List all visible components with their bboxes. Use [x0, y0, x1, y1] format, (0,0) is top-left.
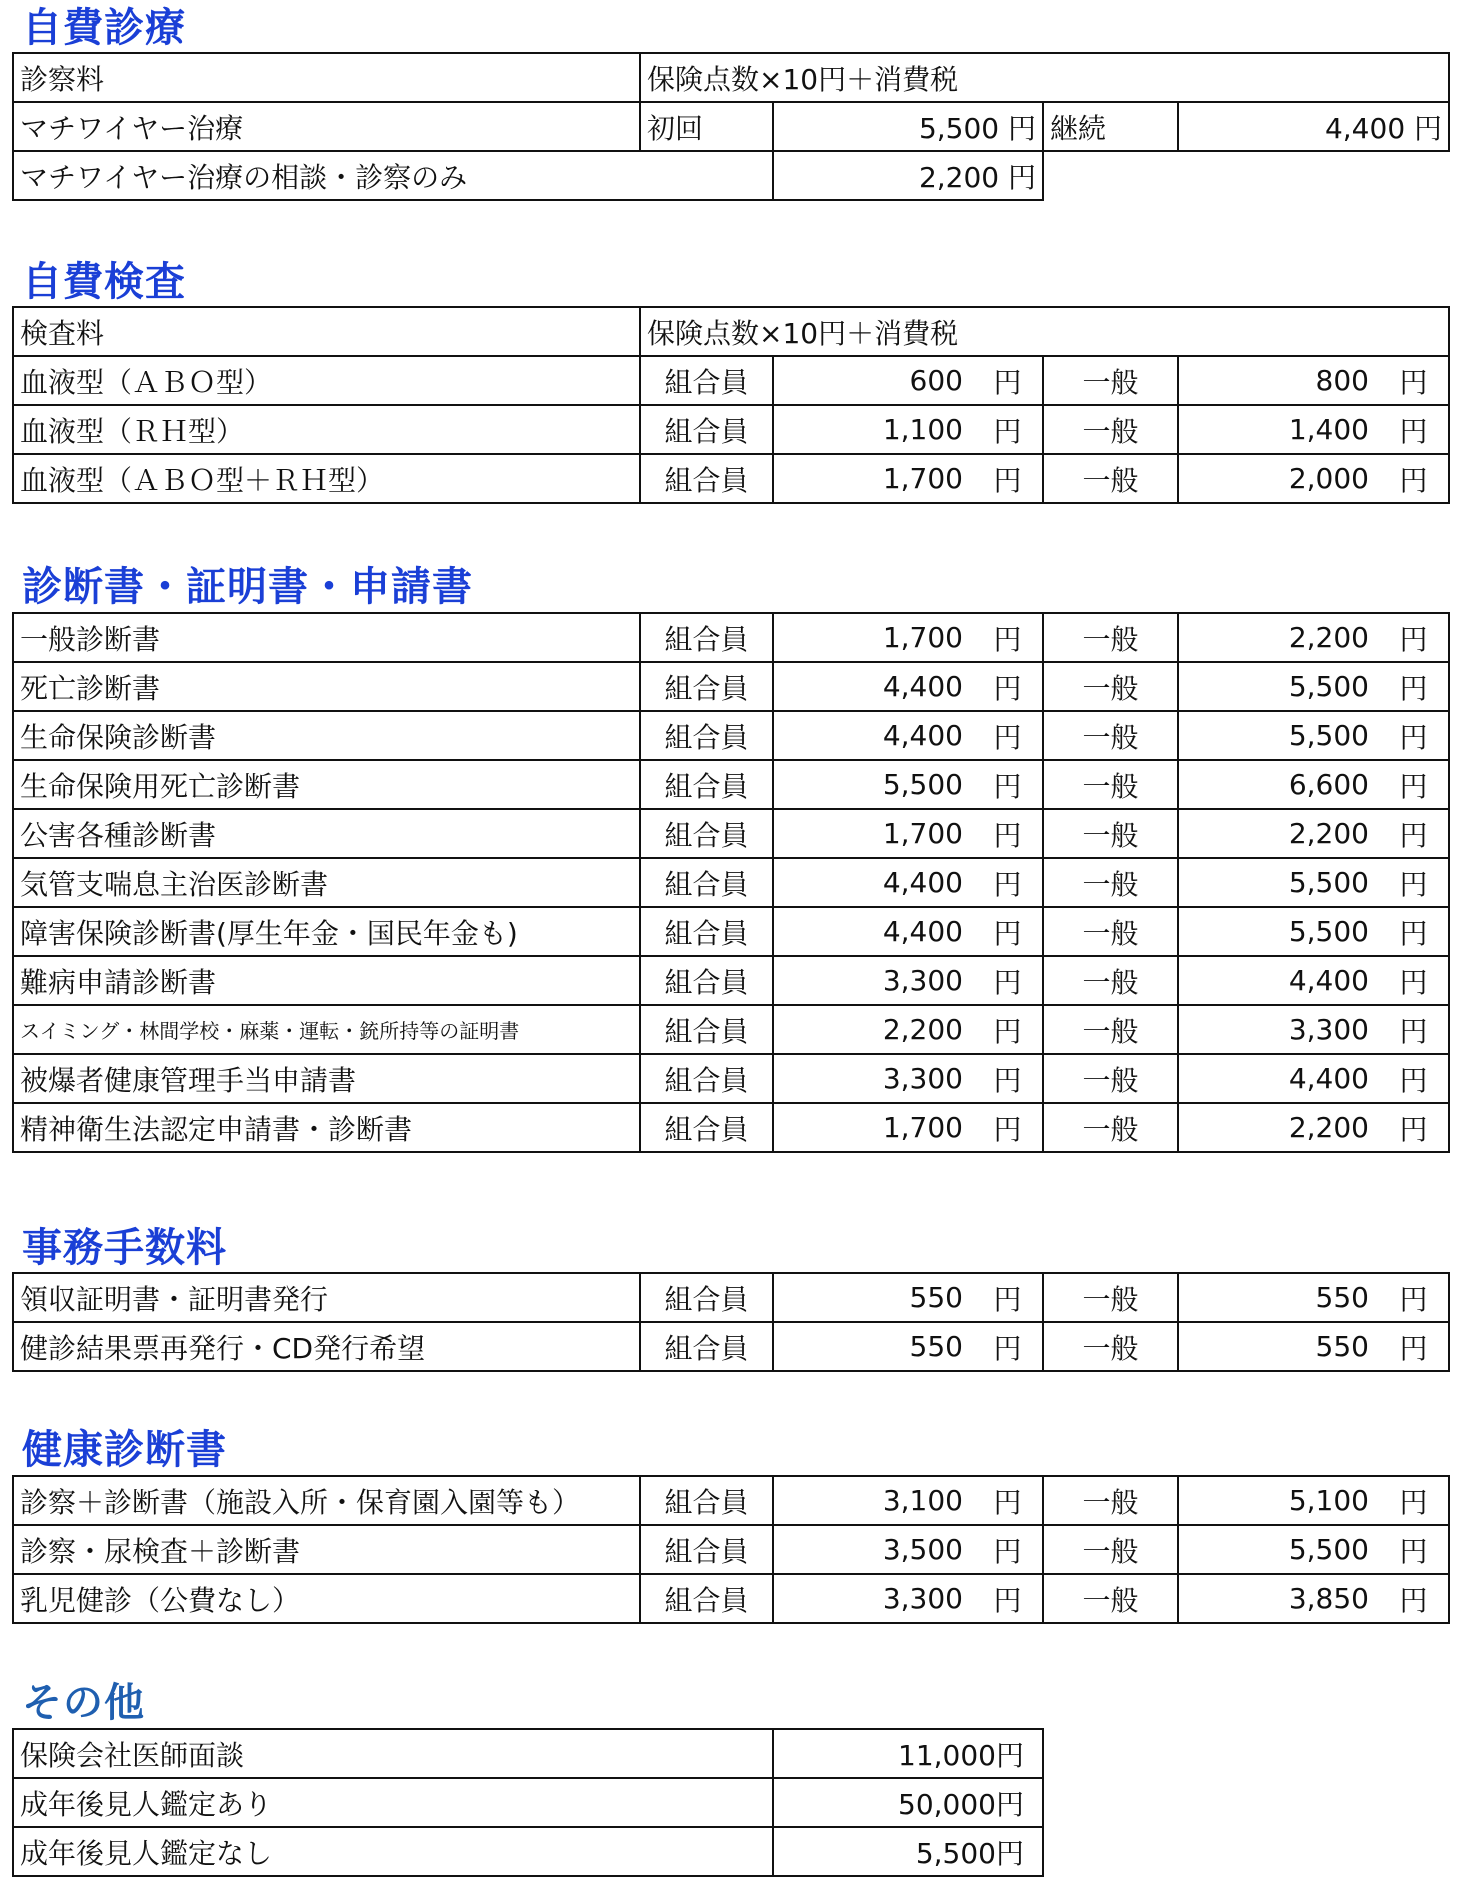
yen-unit: 円: [973, 1273, 1043, 1322]
member-amount: 4,400: [773, 711, 973, 760]
fee-name: 領収証明書・証明書発行: [13, 1273, 640, 1322]
table-row: [13, 809, 1449, 858]
member-amount: 1,700: [773, 1103, 973, 1152]
table-row: [13, 1054, 1449, 1103]
general-label: 一般: [1043, 1525, 1178, 1574]
fee-name: 生命保険診断書: [13, 711, 640, 760]
member-amount: 3,500: [773, 1525, 973, 1574]
member-amount: 3,100: [773, 1476, 973, 1525]
member-amount: 550: [773, 1273, 973, 1322]
fee-name: 検査料: [13, 307, 640, 356]
member-amount: 3,300: [773, 1054, 973, 1103]
member-label: 組合員: [640, 662, 773, 711]
general-label: 一般: [1043, 907, 1178, 956]
general-amount: 4,400: [1178, 956, 1379, 1005]
general-amount: 5,500: [1178, 858, 1379, 907]
table-row: [13, 102, 1449, 151]
yen-unit: 円: [1379, 858, 1449, 907]
first-visit-label: 初回: [640, 102, 773, 151]
fee-name: 難病申請診断書: [13, 956, 640, 1005]
yen-unit: 円: [1379, 662, 1449, 711]
section-title-certificates: 診断書・証明書・申請書: [22, 564, 473, 610]
member-amount: 600: [773, 356, 973, 405]
fee-name: 精神衛生法認定申請書・診断書: [13, 1103, 640, 1152]
general-amount: 5,500: [1178, 907, 1379, 956]
fee-name: 公害各種診断書: [13, 809, 640, 858]
general-label: 一般: [1043, 711, 1178, 760]
fee-name: 一般診断書: [13, 613, 640, 662]
table-row: [13, 1476, 1449, 1525]
general-label: 一般: [1043, 1574, 1178, 1623]
yen-unit: 円: [1379, 760, 1449, 809]
yen-unit: 円: [973, 662, 1043, 711]
member-amount: 1,700: [773, 454, 973, 503]
yen-unit: 円: [973, 1054, 1043, 1103]
table-certificates: [12, 612, 1450, 1153]
general-amount: 2,200: [1178, 613, 1379, 662]
fee-name: マチワイヤー治療の相談・診察のみ: [13, 151, 773, 200]
table-office-fees: [12, 1272, 1450, 1372]
table-self-pay-treatment: [12, 52, 1450, 201]
member-label: 組合員: [640, 1054, 773, 1103]
section-title-health-certificates: 健康診断書: [22, 1427, 227, 1473]
table-self-pay-tests: [12, 306, 1450, 504]
general-amount: 1,400: [1178, 405, 1379, 454]
yen-unit: 円: [973, 356, 1043, 405]
yen-unit: 円: [973, 1005, 1043, 1054]
fee-name: 障害保険診断書(厚生年金・国民年金も): [13, 907, 640, 956]
member-amount: 3,300: [773, 1574, 973, 1623]
general-amount: 3,850: [1178, 1574, 1379, 1623]
member-amount: 4,400: [773, 662, 973, 711]
yen-unit: 円: [973, 858, 1043, 907]
general-label: 一般: [1043, 1054, 1178, 1103]
general-label: 一般: [1043, 1476, 1178, 1525]
yen-unit: 円: [1379, 613, 1449, 662]
table-row: [13, 907, 1449, 956]
fee-price: 保険点数×10円＋消費税: [640, 307, 1449, 356]
member-label: 組合員: [640, 809, 773, 858]
general-amount: 800: [1178, 356, 1379, 405]
fee-name: 生命保険用死亡診断書: [13, 760, 640, 809]
member-label: 組合員: [640, 711, 773, 760]
general-amount: 2,200: [1178, 809, 1379, 858]
general-label: 一般: [1043, 454, 1178, 503]
fee-amount: 11,000円: [773, 1729, 1043, 1778]
general-amount: 5,500: [1178, 1525, 1379, 1574]
general-label: 一般: [1043, 760, 1178, 809]
yen-unit: 円: [973, 711, 1043, 760]
yen-unit: 円: [973, 956, 1043, 1005]
yen-unit: 円: [1379, 1322, 1449, 1371]
fee-amount: 5,500円: [773, 1827, 1043, 1876]
table-row: [13, 1103, 1449, 1152]
yen-unit: 円: [973, 1476, 1043, 1525]
table-row: [13, 1525, 1449, 1574]
general-amount: 5,500: [1178, 711, 1379, 760]
fee-name: 被爆者健康管理手当申請書: [13, 1054, 640, 1103]
general-label: 一般: [1043, 1322, 1178, 1371]
section-title-office-fees: 事務手数料: [22, 1225, 227, 1271]
fee-name: 診察・尿検査＋診断書: [13, 1525, 640, 1574]
member-label: 組合員: [640, 1476, 773, 1525]
yen-unit: 円: [1379, 809, 1449, 858]
member-label: 組合員: [640, 454, 773, 503]
table-row: [13, 1778, 1043, 1827]
table-row: [13, 1273, 1449, 1322]
table-row: [13, 858, 1449, 907]
yen-unit: 円: [1379, 1273, 1449, 1322]
fee-name: 血液型（ＲＨ型）: [13, 405, 640, 454]
fee-name: 診察料: [13, 53, 640, 102]
fee-name: 保険会社医師面談: [13, 1729, 773, 1778]
fee-name: 気管支喘息主治医診断書: [13, 858, 640, 907]
general-label: 一般: [1043, 809, 1178, 858]
member-label: 組合員: [640, 858, 773, 907]
yen-unit: 円: [973, 809, 1043, 858]
yen-unit: 円: [1379, 1525, 1449, 1574]
table-row: [13, 1322, 1449, 1371]
fee-name: 成年後見人鑑定なし: [13, 1827, 773, 1876]
general-label: 一般: [1043, 356, 1178, 405]
yen-unit: 円: [973, 1103, 1043, 1152]
table-health-certificates: [12, 1475, 1450, 1624]
general-amount: 2,200: [1178, 1103, 1379, 1152]
yen-unit: 円: [973, 1574, 1043, 1623]
fee-name: 血液型（ＡＢＯ型）: [13, 356, 640, 405]
continued-label: 継続: [1043, 102, 1178, 151]
table-row: [13, 613, 1449, 662]
table-row: [13, 1729, 1043, 1778]
general-amount: 4,400: [1178, 1054, 1379, 1103]
fee-name: 診察＋診断書（施設入所・保育園入園等も）: [13, 1476, 640, 1525]
yen-unit: 円: [973, 454, 1043, 503]
member-label: 組合員: [640, 956, 773, 1005]
table-row: [13, 1005, 1449, 1054]
general-label: 一般: [1043, 613, 1178, 662]
general-label: 一般: [1043, 1005, 1178, 1054]
table-row: [13, 1574, 1449, 1623]
table-other: [12, 1728, 1044, 1877]
yen-unit: 円: [973, 1525, 1043, 1574]
member-amount: 3,300: [773, 956, 973, 1005]
general-amount: 2,000: [1178, 454, 1379, 503]
yen-unit: 円: [1379, 1574, 1449, 1623]
section-title-self-pay-tests: 自費検査: [22, 259, 186, 305]
table-row: [13, 356, 1449, 405]
general-label: 一般: [1043, 662, 1178, 711]
yen-unit: 円: [1379, 907, 1449, 956]
first-visit-amount: 5,500 円: [773, 102, 1043, 151]
table-row: [13, 53, 1449, 102]
member-label: 組合員: [640, 907, 773, 956]
yen-unit: 円: [973, 405, 1043, 454]
yen-unit: 円: [1379, 405, 1449, 454]
general-label: 一般: [1043, 1273, 1178, 1322]
member-amount: 550: [773, 1322, 973, 1371]
general-amount: 5,500: [1178, 662, 1379, 711]
fee-price: 保険点数×10円＋消費税: [640, 53, 1449, 102]
general-label: 一般: [1043, 405, 1178, 454]
fee-name: 健診結果票再発行・CD発行希望: [13, 1322, 640, 1371]
yen-unit: 円: [973, 760, 1043, 809]
member-label: 組合員: [640, 405, 773, 454]
member-amount: 4,400: [773, 907, 973, 956]
yen-unit: 円: [973, 1322, 1043, 1371]
yen-unit: 円: [973, 613, 1043, 662]
member-amount: 4,400: [773, 858, 973, 907]
section-title-other: その他: [22, 1680, 145, 1726]
member-label: 組合員: [640, 760, 773, 809]
member-label: 組合員: [640, 356, 773, 405]
yen-unit: 円: [1379, 356, 1449, 405]
yen-unit: 円: [1379, 711, 1449, 760]
table-row: [13, 454, 1449, 503]
general-label: 一般: [1043, 956, 1178, 1005]
yen-unit: 円: [1379, 956, 1449, 1005]
general-amount: 550: [1178, 1322, 1379, 1371]
member-amount: 5,500: [773, 760, 973, 809]
member-label: 組合員: [640, 613, 773, 662]
general-amount: 5,100: [1178, 1476, 1379, 1525]
general-amount: 6,600: [1178, 760, 1379, 809]
table-row: [13, 662, 1449, 711]
yen-unit: 円: [1379, 454, 1449, 503]
fee-name: マチワイヤー治療: [13, 102, 640, 151]
section-title-self-pay-treatment: 自費診療: [22, 5, 186, 51]
member-label: 組合員: [640, 1103, 773, 1152]
member-amount: 1,700: [773, 809, 973, 858]
yen-unit: 円: [1379, 1005, 1449, 1054]
member-amount: 1,700: [773, 613, 973, 662]
fee-name: 死亡診断書: [13, 662, 640, 711]
yen-unit: 円: [1379, 1103, 1449, 1152]
general-amount: 550: [1178, 1273, 1379, 1322]
general-amount: 3,300: [1178, 1005, 1379, 1054]
general-label: 一般: [1043, 858, 1178, 907]
table-row: [13, 151, 1449, 200]
yen-unit: 円: [1379, 1476, 1449, 1525]
member-label: 組合員: [640, 1525, 773, 1574]
fee-name: 乳児健診（公費なし）: [13, 1574, 640, 1623]
table-row: [13, 307, 1449, 356]
member-label: 組合員: [640, 1574, 773, 1623]
fee-name: 血液型（ＡＢＯ型＋ＲＨ型）: [13, 454, 640, 503]
fee-name: 成年後見人鑑定あり: [13, 1778, 773, 1827]
table-row: [13, 1827, 1043, 1876]
yen-unit: 円: [1379, 1054, 1449, 1103]
member-label: 組合員: [640, 1273, 773, 1322]
general-label: 一般: [1043, 1103, 1178, 1152]
table-row: [13, 760, 1449, 809]
member-amount: 1,100: [773, 405, 973, 454]
member-label: 組合員: [640, 1322, 773, 1371]
fee-amount: 50,000円: [773, 1778, 1043, 1827]
table-row: [13, 405, 1449, 454]
continued-amount: 4,400 円: [1178, 102, 1449, 151]
fee-name: スイミング・林間学校・麻薬・運転・銃所持等の証明書: [13, 1005, 640, 1054]
table-row: [13, 711, 1449, 760]
member-label: 組合員: [640, 1005, 773, 1054]
yen-unit: 円: [973, 907, 1043, 956]
table-row: [13, 956, 1449, 1005]
fee-amount: 2,200 円: [773, 151, 1043, 200]
member-amount: 2,200: [773, 1005, 973, 1054]
